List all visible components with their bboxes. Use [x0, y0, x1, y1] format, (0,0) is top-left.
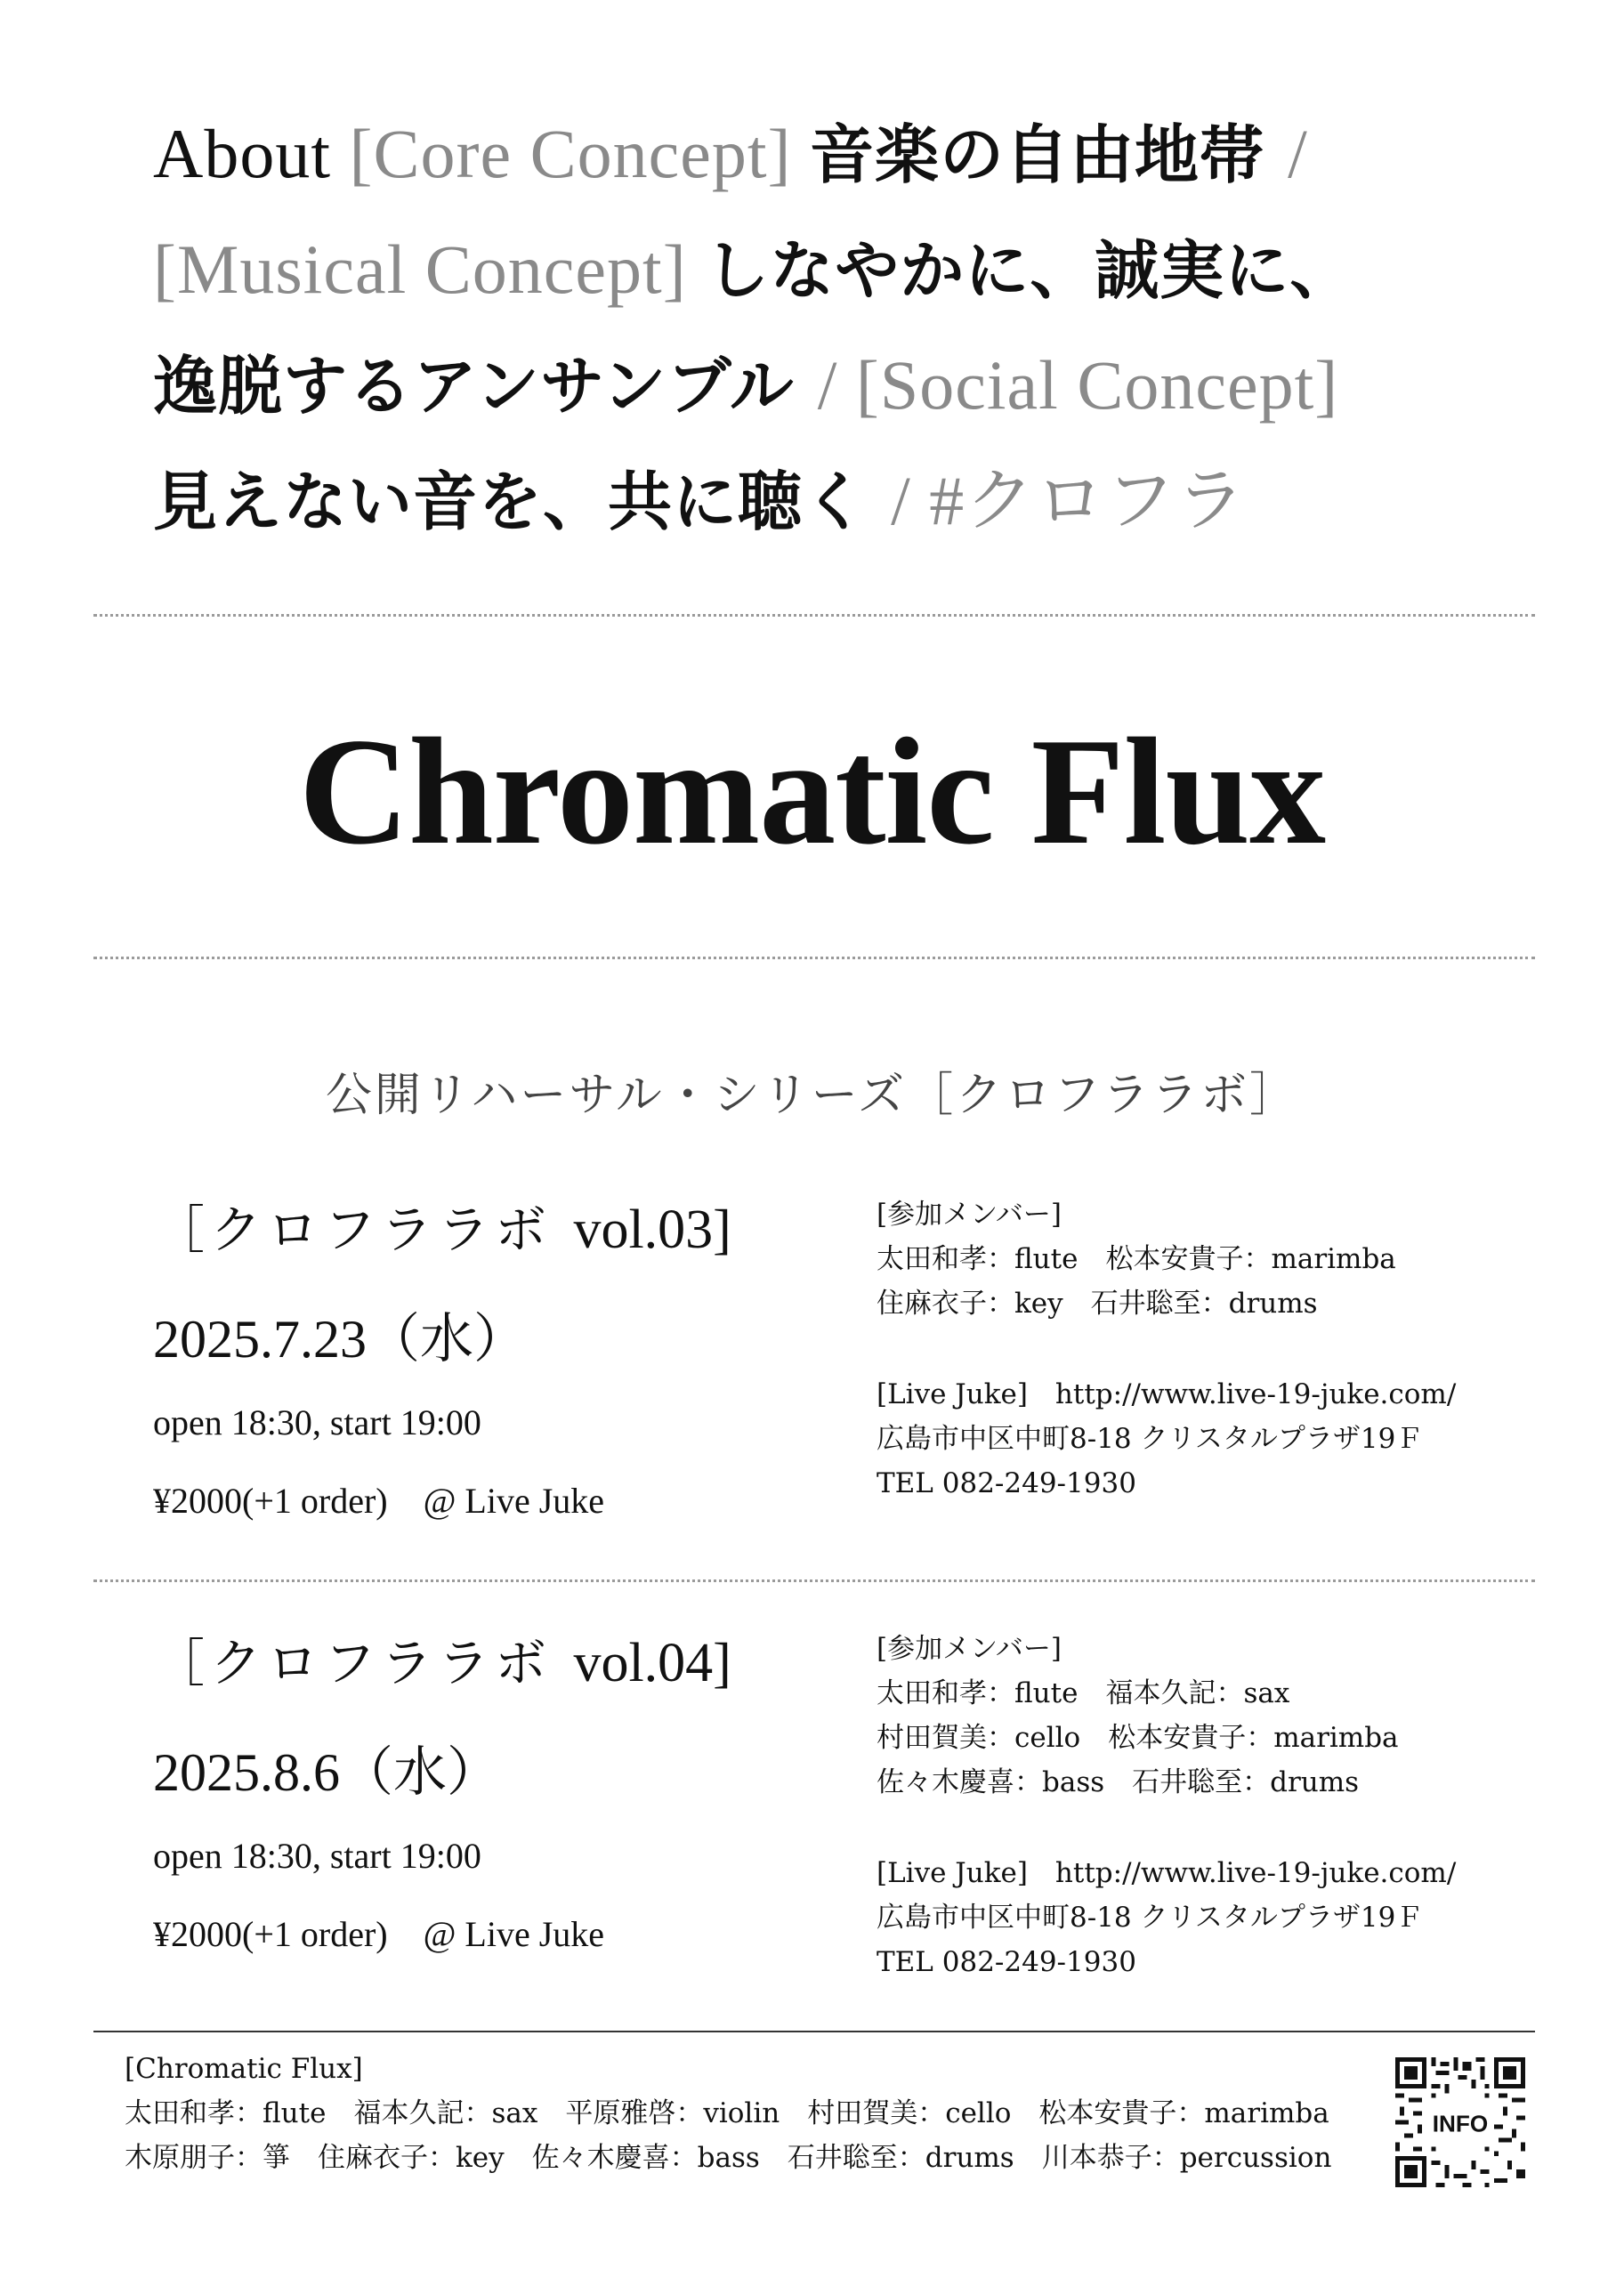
hashtag: / #クロフラ [891, 462, 1247, 539]
about-line-1 [153, 96, 1541, 212]
band-title: Chromatic Flux [298, 707, 1326, 876]
member-line: 佐々木慶喜：bass 石井聡至：drums [877, 1766, 1360, 1798]
social-concept-text: 見えない音を、共に聴く [153, 464, 892, 539]
event-vol03-details [877, 1192, 1535, 1506]
divider-solid [93, 2031, 1535, 2032]
about-line-2 [153, 212, 1541, 327]
event-price: ¥2000(+1 order) @ Live Juke [153, 1481, 605, 1521]
musical-concept-text-cont: 逸脱するアンサンブル [153, 348, 818, 424]
core-concept-text: 音楽の自由地帯 [810, 117, 1289, 192]
core-concept-label: [Core Concept] [349, 115, 811, 192]
event-name-vol: vol.04] [573, 1633, 731, 1693]
qr-code-icon[interactable] [1395, 2057, 1525, 2187]
member-line: 太田和孝：flute 福本久記：sax [877, 1677, 1290, 1709]
divider-dotted [93, 957, 1535, 959]
venue-phone: TEL 082-249-1930 [877, 1467, 1136, 1499]
about-label: About [153, 115, 350, 192]
venue-address: 広島市中区中町8-18 クリスタルプラザ19Ｆ [877, 1423, 1424, 1455]
event-date: 2025.8.6（水） [153, 1743, 500, 1802]
venue-phone: TEL 082-249-1930 [877, 1946, 1136, 1978]
venue-link[interactable]: [Live Juke] http://www.live-19-juke.com/ [877, 1378, 1457, 1410]
members-header: [参加メンバー] [877, 1633, 1062, 1665]
event-vol03 [153, 1188, 829, 1523]
musical-concept-text: しなやかに、誠実に、 [705, 232, 1355, 308]
event-time: open 18:30, start 19:00 [153, 1402, 481, 1442]
divider-dotted [93, 614, 1535, 617]
event-time: open 18:30, start 19:00 [153, 1836, 481, 1876]
member-line: 村田賀美：cello 松本安貴子：marimba [877, 1722, 1399, 1754]
about-line-3 [153, 327, 1541, 443]
event-date: 2025.7.23（水） [153, 1310, 527, 1369]
event-name [153, 1621, 829, 1710]
event-price: ¥2000(+1 order) @ Live Juke [153, 1914, 605, 1954]
series-title: 公開リハーサル・シリーズ［クロフララボ］ [325, 1069, 1299, 1122]
event-name-vol: vol.03] [573, 1200, 731, 1260]
divider-dotted [93, 1579, 1535, 1582]
event-vol04-details [877, 1627, 1535, 1984]
venue-link[interactable]: [Live Juke] http://www.live-19-juke.com/ [877, 1857, 1457, 1889]
member-line: 住麻衣子：key 石井聡至：drums [877, 1288, 1318, 1320]
separator: / [1288, 115, 1308, 192]
event-name [153, 1188, 829, 1277]
about-line-4 [153, 443, 1541, 559]
about-concept-block [153, 96, 1541, 559]
social-concept-label: / [Social Concept] [817, 346, 1339, 424]
footer-member-line: 太田和孝：flute 福本久記：sax 平原雅啓：violin 村田賀美：cello 松本安貴子：marimba [125, 2097, 1329, 2129]
member-line: 太田和孝：flute 松本安貴子：marimba [877, 1243, 1396, 1275]
footer-header: [Chromatic Flux] [125, 2053, 363, 2085]
event-name-jp: ［クロフララボ [153, 1200, 574, 1260]
musical-concept-label: [Musical Concept] [153, 230, 706, 308]
footer-members [125, 2047, 1388, 2180]
members-header: [参加メンバー] [877, 1199, 1062, 1231]
event-vol04 [153, 1621, 829, 1957]
venue-address: 広島市中区中町8-18 クリスタルプラザ19Ｆ [877, 1902, 1424, 1934]
event-name-jp: ［クロフララボ [153, 1633, 574, 1693]
footer-member-line: 木原朋子：箏 住麻衣子：key 佐々木慶喜：bass 石井聡至：drums 川本恭子：percussion [125, 2142, 1332, 2174]
qr-label: INFO [1432, 2110, 1489, 2137]
